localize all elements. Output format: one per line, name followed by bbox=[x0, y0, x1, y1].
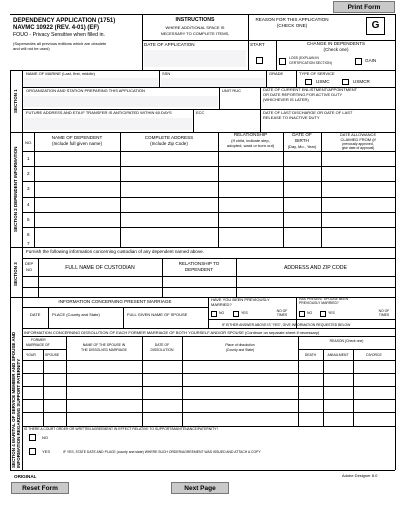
death-label: DEATH bbox=[304, 353, 317, 357]
court-order-yes-detail: IF YES, STATE DATE AND PLACE (county and state) WHERE SUCH ORDER/AGREEMENT WAS ISSUED AND ATTACH A COPY bbox=[63, 450, 261, 454]
future-address-input[interactable] bbox=[24, 118, 192, 130]
annulment-label: ANNULMENT bbox=[327, 353, 349, 357]
complete-address-header-2: (Include Zip Code) bbox=[150, 141, 188, 146]
loss-label-2: CERTIFICATION SECTION) bbox=[289, 61, 332, 65]
spouse-prev-married-yes-checkbox[interactable] bbox=[320, 311, 326, 317]
dependent-row-number: 4 bbox=[27, 202, 30, 207]
organization-input[interactable] bbox=[24, 96, 218, 107]
member-times-label-1: NO OF bbox=[276, 309, 288, 313]
allowance-header-1: DATE ALLOWANCE bbox=[339, 132, 377, 137]
name-of-marine-input[interactable] bbox=[24, 78, 158, 87]
gain-label: GAIN bbox=[365, 58, 377, 63]
start-checkbox[interactable] bbox=[256, 57, 263, 64]
usmc-checkbox[interactable] bbox=[305, 79, 312, 85]
spouse-name-label: FULL GIVEN NAME OF SPOUSE bbox=[127, 312, 188, 317]
spouse-label: SPOUSE bbox=[45, 353, 60, 357]
former-spouse-name-label-1: NAME OF THE SPOUSE IN bbox=[82, 343, 126, 347]
print-form-button[interactable]: Print Form bbox=[333, 1, 395, 13]
dependent-row-number: 2 bbox=[27, 171, 30, 176]
dependent-no-header: NO. bbox=[25, 140, 33, 145]
former-marriage-of-label-1: FORMER bbox=[31, 338, 46, 342]
relationship-header-1: RELATIONSHIP bbox=[233, 132, 268, 137]
next-page-button[interactable]: Next Page bbox=[171, 482, 229, 494]
form-number: NAVMC 10922 (REV. 4-01) (EF) bbox=[13, 25, 100, 31]
member-prev-married-yes-label: YES bbox=[241, 311, 248, 315]
change-in-dependents-label: CHANGE IN DEPENDENTS bbox=[306, 41, 366, 46]
usmcr-label: USMCR bbox=[353, 79, 370, 84]
member-prev-married-no-label: NO bbox=[219, 311, 225, 315]
enlistment-date-label-2: OR DATE REPORTING FOR ACTIVE DUTY bbox=[263, 92, 343, 97]
loss-checkbox[interactable] bbox=[279, 58, 286, 65]
usmcr-checkbox[interactable] bbox=[342, 79, 349, 85]
spouse-prev-married-no-checkbox[interactable] bbox=[299, 311, 305, 317]
instructions-line-2: NECESSARY TO COMPLETE ITEMS, bbox=[160, 31, 230, 36]
section-3-label: SECTION 3 bbox=[13, 262, 18, 286]
spouse-prev-married-label-1: HAS PRESENT SPOUSE BEEN bbox=[299, 297, 349, 301]
allowance-header-4: give date of approval) bbox=[341, 146, 375, 150]
instructions-title: INSTRUCTIONS bbox=[175, 17, 215, 23]
enlistment-date-label-1: DATE OF CURRENT ENLISTMENT/APPOINTMENT bbox=[263, 87, 358, 92]
divorce-label: DIVORCE bbox=[366, 353, 382, 357]
reset-form-button[interactable]: Reset Form bbox=[11, 482, 69, 494]
dependent-name-header-1: NAME OF DEPENDENT bbox=[51, 135, 103, 140]
dissolution-date-label-1: DATE OF bbox=[154, 343, 170, 347]
former-marriage-info-header: INFORMATION CONCERNING DISSOLUTION OF EACH FORMER MARRIAGE OF BOTH YOURSELF AND/OR SPOUSE (Continue on separate sheet if necessary) bbox=[24, 330, 320, 335]
original-label: ORIGINAL bbox=[14, 474, 37, 479]
reason-code: G bbox=[371, 20, 380, 31]
future-address-label: FUTURE ADDRESS AND ETA IF TRANSFER IS ANTICIPATED WITHIN 60 DAYS bbox=[26, 110, 172, 115]
member-prev-married-yes-checkbox[interactable] bbox=[233, 311, 239, 317]
custodian-name-header: FULL NAME OF CUSTODIAN bbox=[65, 265, 135, 271]
dob-header-3: (Day, Mo., Year) bbox=[287, 144, 317, 149]
name-of-marine-label: NAME OF MARINE (Last, first, middle) bbox=[26, 71, 95, 76]
dependent-row-number: 7 bbox=[27, 241, 30, 246]
court-order-no-checkbox[interactable] bbox=[29, 434, 36, 441]
allowance-header-3: previously approved, bbox=[342, 142, 374, 146]
privacy-notice: FOUO - Privacy Sensitive when filled in. bbox=[13, 32, 105, 38]
reason-code-box bbox=[366, 17, 385, 35]
spouse-times-label-2: TIMES bbox=[378, 313, 390, 317]
court-order-yes-checkbox[interactable] bbox=[29, 448, 36, 455]
dissolution-place-label-2: (County and State) bbox=[225, 348, 255, 352]
spouse-times-label-1: NO OF bbox=[378, 309, 390, 313]
last-discharge-label-2: RELEASE TO INACTIVE DUTY bbox=[263, 115, 320, 120]
ecc-label: ECC bbox=[196, 110, 205, 115]
dob-header-2: BIRTH bbox=[295, 138, 309, 143]
dep-no-header-1: DEP bbox=[25, 261, 34, 266]
your-label: YOUR bbox=[26, 353, 36, 357]
dep-no-header-2: NO bbox=[26, 267, 32, 272]
spouse-prev-married-yes-label: YES bbox=[328, 311, 335, 315]
previously-married-label-2: MARRIED? bbox=[211, 302, 232, 307]
former-spouse-name-label-2: THE DISSOLVED MARRIAGE bbox=[81, 348, 127, 352]
date-of-application-field[interactable] bbox=[144, 50, 246, 67]
section-4-label-1: SECTION 4 MARITAL OF SERVICE MEMBER AND SPOUSE AND bbox=[11, 331, 16, 468]
dissolution-date-label-2: DISSOLUTION bbox=[150, 348, 174, 352]
custodian-address-header: ADDRESS AND ZIP CODE bbox=[283, 265, 348, 271]
previously-married-label-1: HAVE YOU BEEN PREVIOUSLY bbox=[211, 297, 270, 302]
section-4-label-2: INFORMATION REGARDING SUPPORT PATERNITY bbox=[16, 358, 21, 468]
section-1-label: SECTION 1 bbox=[13, 89, 18, 113]
spouse-prev-married-label-2: PREVIOUSLY MARRIED? bbox=[299, 301, 339, 305]
designer-label: Adobe Designer 8.0 bbox=[342, 473, 378, 478]
form-title: DEPENDENCY APPLICATION (1751) bbox=[13, 18, 116, 24]
start-label: START bbox=[250, 42, 265, 47]
usmc-label: USMC bbox=[316, 79, 330, 84]
ssn-label: SSN bbox=[162, 71, 171, 76]
grade-label: GRADE bbox=[269, 71, 284, 76]
unit-ruc-label: UNIT RUC bbox=[222, 88, 242, 93]
allowance-header-2: CLAIMED FROM (if bbox=[340, 137, 376, 142]
type-of-service-label: TYPE OF SERVICE bbox=[299, 71, 335, 76]
reason-title: REASON FOR THIS APPLICATION bbox=[255, 17, 329, 22]
supersedes-note-2: and will not be used) bbox=[13, 46, 50, 51]
present-marriage-header: INFORMATION CONCERNING PRESENT MARRIAGE bbox=[58, 299, 172, 304]
ssn-input[interactable] bbox=[161, 78, 265, 87]
former-marriage-of-label-2: MARRIAGE OF bbox=[26, 343, 50, 347]
dependent-row-number: 1 bbox=[27, 156, 30, 161]
marriage-place-label: PLACE (County and State) bbox=[52, 312, 100, 317]
reason-check-one-label: REASON (Check one) bbox=[329, 339, 364, 343]
court-order-question: IS THERE A COURT ORDER OR WRITTEN AGREEMENT IN EFFECT RELATIVE TO SUPPORT/MAINTENANCE/PATERNITY? bbox=[24, 427, 219, 431]
relationship-to-dependent-header-2: DEPENDENT bbox=[184, 267, 214, 272]
member-prev-married-no-checkbox[interactable] bbox=[211, 311, 217, 317]
dependent-row-number: 3 bbox=[27, 186, 30, 191]
date-of-application-label: DATE OF APPLICATION bbox=[144, 42, 195, 47]
change-check-one: (Check one) bbox=[323, 47, 349, 52]
member-times-label-2: TIMES bbox=[276, 313, 288, 317]
enlistment-date-label-3: (WHICHEVER IS LATER) bbox=[263, 97, 309, 102]
dependent-row-number: 6 bbox=[27, 232, 30, 237]
reason-check-one: (CHECK ONE) bbox=[276, 23, 308, 28]
custodian-intro: Furnish the following information concerning custodian of any dependent named above. bbox=[26, 249, 204, 254]
court-order-yes-label: YES bbox=[42, 449, 51, 454]
dependent-name-header-2: (Include full given name) bbox=[51, 141, 103, 146]
dependent-row-number: 5 bbox=[27, 217, 30, 222]
complete-address-header-1: COMPLETE ADDRESS bbox=[144, 135, 194, 140]
relationship-header-2: (If child, indicate step, bbox=[231, 138, 270, 143]
spouse-prev-married-no-label: NO bbox=[307, 311, 313, 315]
last-discharge-label-1: DATE OF LAST DISCHARGE OR DATE OF LAST bbox=[263, 110, 353, 115]
either-yes-note: IF EITHER ANSWER ABOVE IS "YES", GIVE INFORMATION REQUESTED BELOW bbox=[222, 323, 351, 327]
section-2-label: SECTION 2 DEPENDENT INFORMATION bbox=[13, 146, 18, 232]
court-order-no-label: NO bbox=[42, 435, 48, 440]
instructions-line-1: WHERE ADDITIONAL SPACE IS bbox=[165, 25, 225, 30]
dob-header-1: DATE OF bbox=[292, 132, 312, 137]
marriage-date-label: DATE bbox=[30, 312, 41, 317]
dissolution-place-label-1: Place of dissolution bbox=[225, 343, 255, 347]
relationship-to-dependent-header-1: RELATIONSHIP TO bbox=[178, 261, 220, 266]
loss-label-1: LOSS (EXPLAIN IN bbox=[289, 56, 319, 60]
organization-label: ORGANIZATION AND STATION PREPARING THIS APPLICATION bbox=[26, 88, 145, 93]
relationship-header-3: adopted, ward or born out) bbox=[226, 143, 275, 148]
gain-checkbox[interactable] bbox=[355, 58, 362, 65]
supersedes-note-1: (Supersedes all previous editions which are obsolete bbox=[13, 41, 107, 46]
